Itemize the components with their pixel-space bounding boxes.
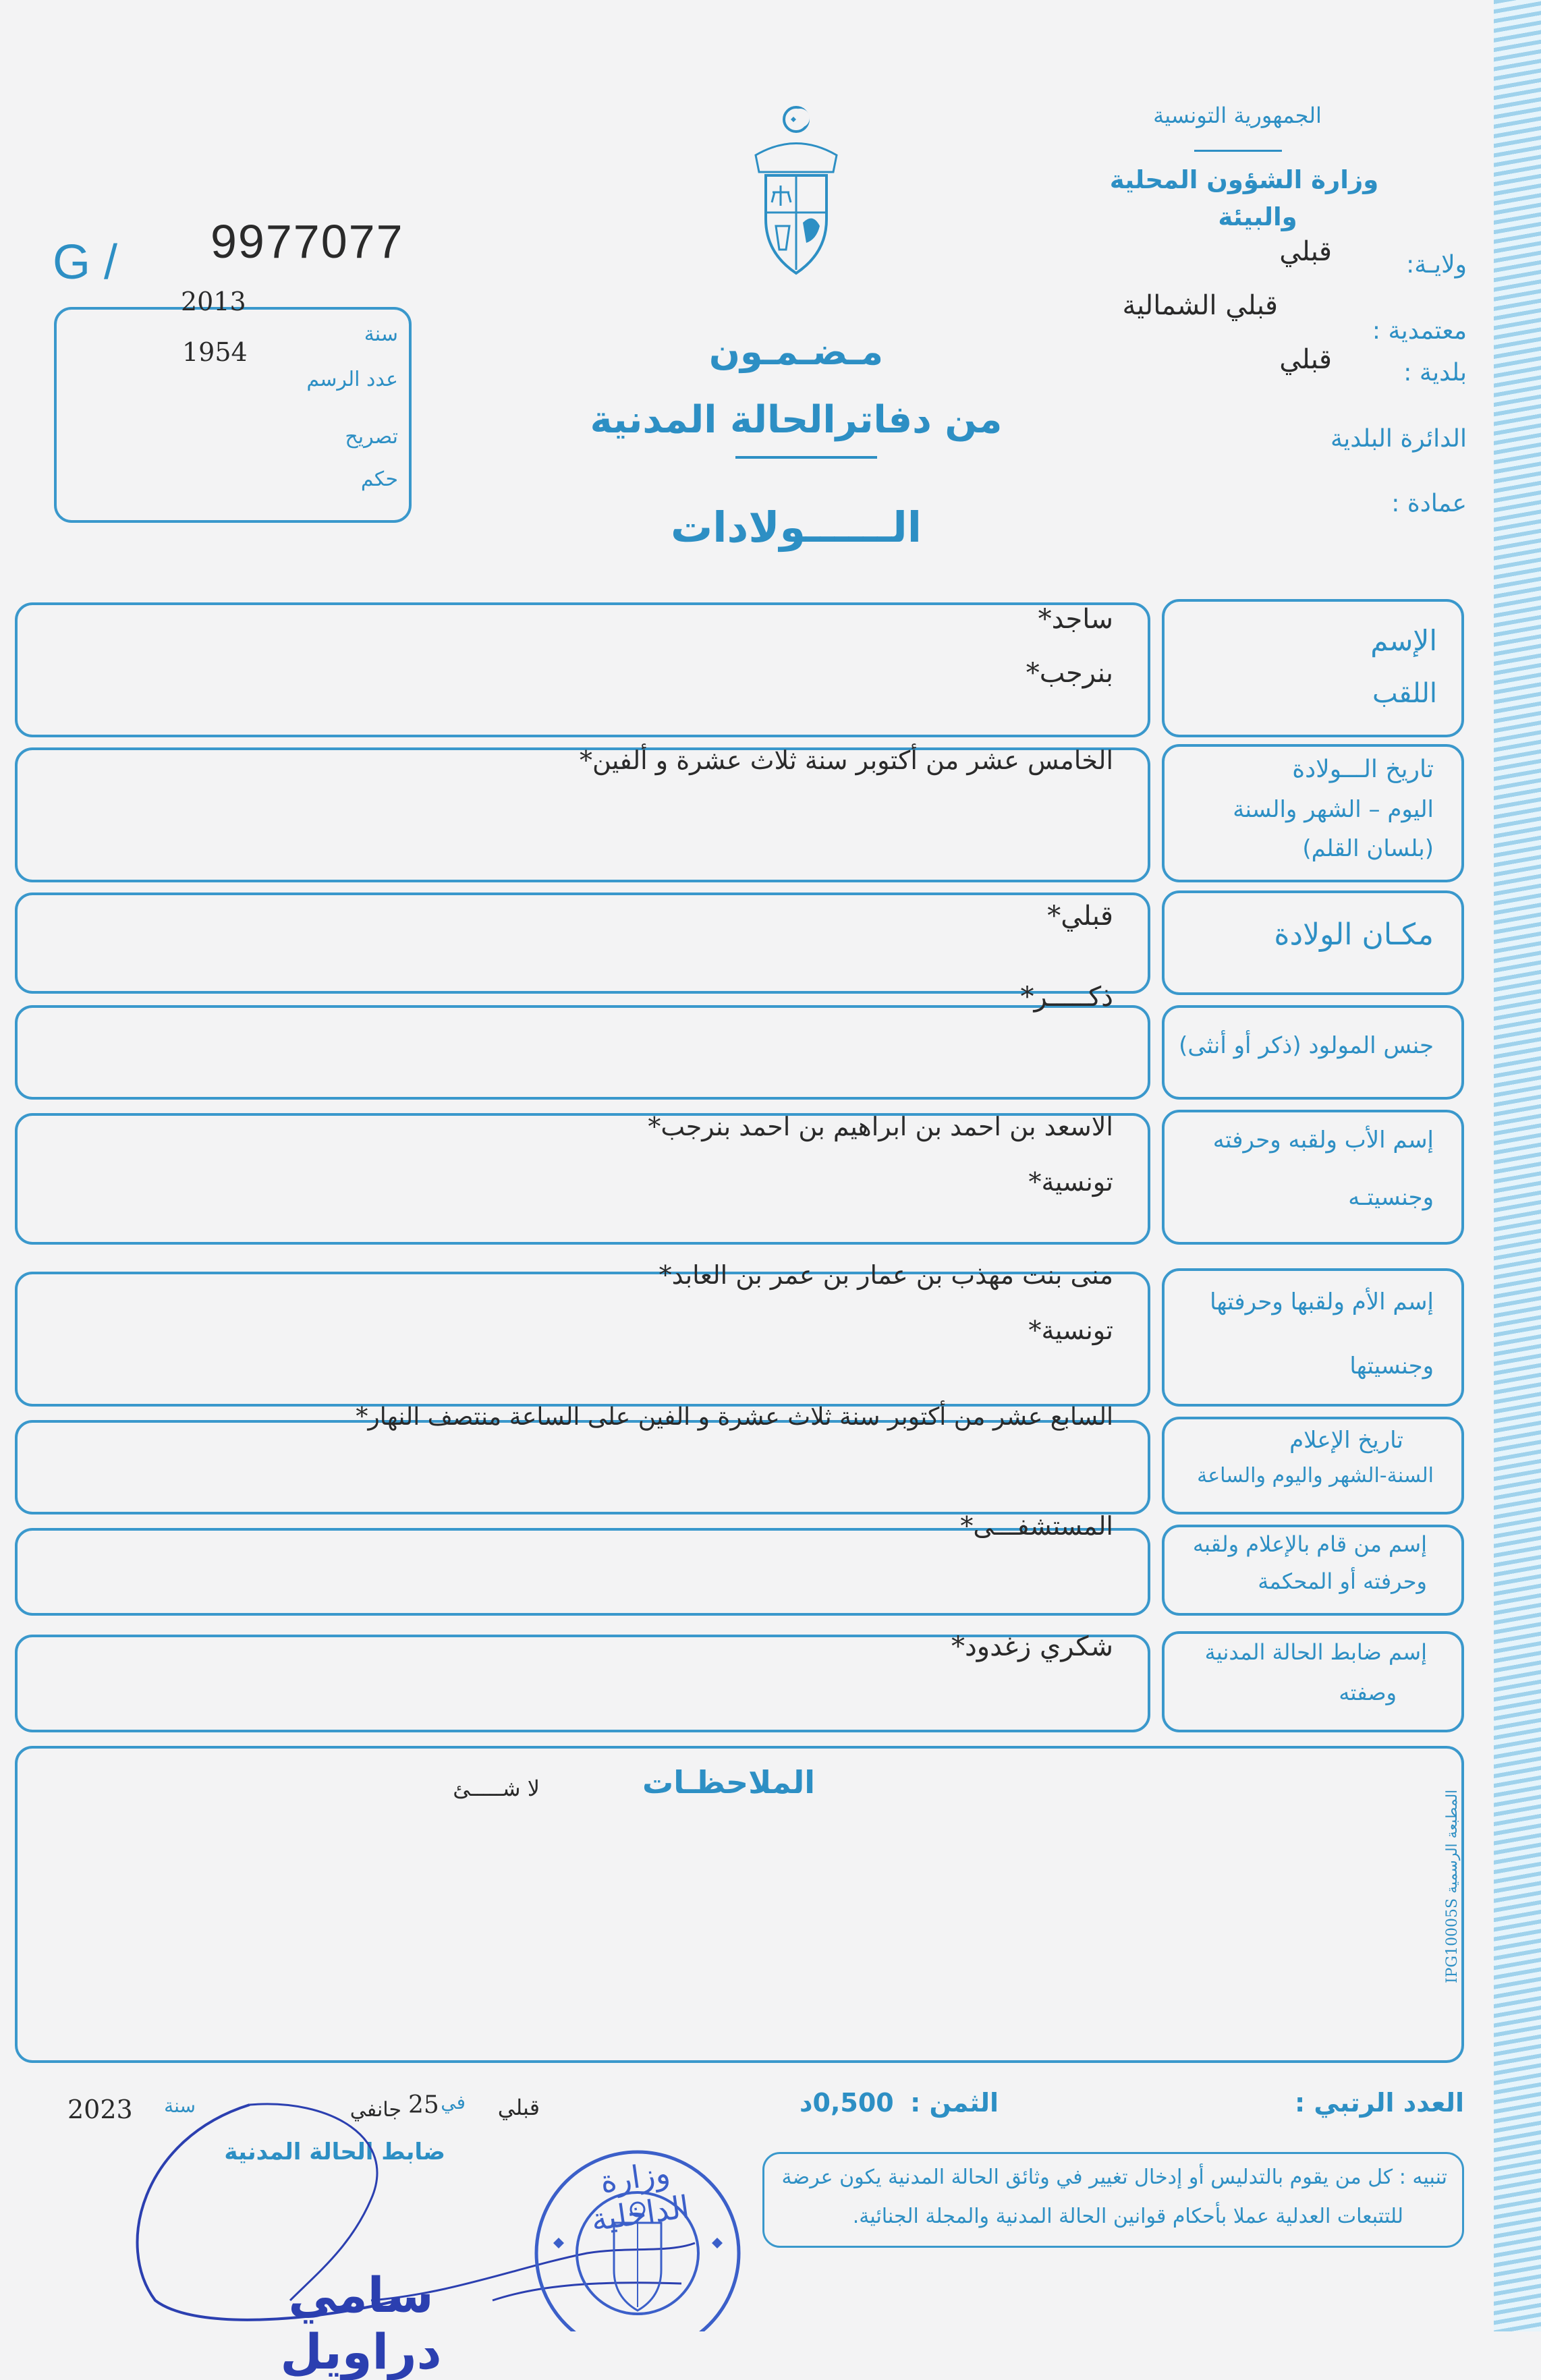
price-value: 0,500د: [800, 2088, 894, 2118]
decl-date-value-box: [15, 1420, 1150, 1514]
remarks-value: لا شـــــئ: [453, 1776, 540, 1801]
republic-name: الجمهورية التونسية: [1153, 103, 1322, 128]
declarant-value: المستشفـــى*: [960, 1511, 1113, 1541]
decl-date-value: السابع عشر من أكتوبر سنة ثلاث عشرة و الفين على الساعة منتصف النهار*: [356, 1403, 1113, 1431]
father-label-line1: إسم الأب ولقبه وحرفته: [1212, 1127, 1434, 1154]
dob-label-line3: (بلسان القلم): [1302, 835, 1434, 862]
stamp-text: وزارة الداخلية: [588, 2154, 692, 2238]
pob-value: قبلي*: [1047, 901, 1113, 932]
issue-year-label: سنة: [164, 2095, 196, 2117]
declarant-value-box: [15, 1528, 1150, 1616]
name-label-box: [1162, 599, 1464, 737]
remarks-title: الملاحظـات: [642, 1764, 815, 1801]
title-underline: [735, 456, 877, 459]
dob-label-line2: اليوم – الشهر والسنة: [1233, 796, 1434, 823]
omada-label: عمادة :: [1391, 490, 1467, 517]
title-line2: من دفاترالحالة المدنية: [590, 398, 1003, 442]
decl-date-label-line1: تاريخ الإعلام: [1289, 1427, 1403, 1454]
declarant-label-line1: إسم من قام بالإعلام ولقبه: [1192, 1531, 1427, 1557]
issue-month: جانفي: [349, 2098, 401, 2122]
sex-value: ذكـــــر*: [1020, 982, 1113, 1013]
ministry-line2: والبيئة: [1218, 202, 1297, 231]
serial-number: 9977077: [211, 215, 404, 268]
signature-name: سامي دراويل: [280, 2267, 442, 2380]
issue-year: 2023: [67, 2095, 133, 2124]
officer-label-line2: وصفته: [1339, 1680, 1397, 1705]
municipality-label: بلدية :: [1403, 359, 1467, 387]
father-label-line2: وجنسيتـه: [1348, 1184, 1434, 1211]
mother-label-line1: إسم الأم ولقبها وحرفتها: [1210, 1288, 1434, 1315]
sex-value-box: [15, 1005, 1150, 1100]
price-label: الثمن :: [910, 2088, 999, 2118]
ministry-line1: وزارة الشؤون المحلية: [1109, 165, 1379, 194]
father-value-line2: تونسية*: [1028, 1167, 1113, 1197]
officer-title: ضابط الحالة المدنية: [224, 2138, 445, 2165]
surname-label: اللقب: [1372, 678, 1437, 709]
officer-value: شكري زغدود*: [951, 1631, 1113, 1662]
judgment-label: حكم: [360, 468, 398, 491]
father-value-line1: الاسعد بن احمد بن ابراهيم بن احمد بنرجب*: [648, 1112, 1113, 1141]
serial-prefix: G /: [53, 235, 118, 289]
municipality-value: قبلي: [1279, 344, 1332, 375]
decorative-edge: [1494, 0, 1541, 2331]
delegation-value: قبلي الشمالية: [1122, 290, 1278, 321]
issue-day: 25: [408, 2091, 439, 2119]
municipal-district-label: الدائرة البلدية: [1330, 425, 1467, 453]
wilaya-label: ولايـة:: [1406, 251, 1467, 279]
mother-value-line1: منى بنت مهذب بن عمار بن عمر بن العابد*: [659, 1260, 1113, 1290]
record-year-label: سنة: [364, 322, 398, 346]
record-number-value: 1954: [182, 337, 248, 367]
dob-label-line1: تاريخ الـــولادة: [1292, 756, 1434, 783]
title-line3: الــــــولادات: [670, 503, 922, 552]
decl-date-label-line2: السنة-الشهر واليوم والساعة: [1197, 1464, 1434, 1488]
title-line1: مـضـمـون: [708, 331, 884, 373]
pob-label: مكـان الولادة: [1274, 917, 1434, 952]
sex-label: جنس المولود (ذكر أو أنثى): [1179, 1032, 1434, 1059]
declarant-label-line2: وحرفته أو المحكمة: [1258, 1568, 1427, 1594]
mother-value-line2: تونسية*: [1028, 1315, 1113, 1345]
delegation-label: معتمدية :: [1372, 317, 1467, 345]
name-label: الإسم: [1370, 624, 1437, 657]
warning-line2: للتتبعات العدلية عملا بأحكام قوانين الحالة المدنية والمجلة الجنائية.: [852, 2205, 1403, 2228]
printer-mark: المطبعة الرسمية IPG10005S: [1444, 1789, 1461, 1983]
dob-value: الخامس عشر من أكتوبر سنة ثلاث عشرة و ألفين*: [579, 745, 1113, 775]
coat-of-arms-emblem: [749, 105, 843, 280]
officer-label-line1: إسم ضابط الحالة المدنية: [1204, 1639, 1427, 1665]
wilaya-value: قبلي: [1279, 236, 1332, 267]
warning-line1: تنبيه : كل من يقوم بالتدليس أو إدخال تغيير في وثائق الحالة المدنية يكون عرضة: [781, 2165, 1447, 2189]
declaration-label: تصريح: [345, 425, 398, 449]
mother-label-line2: وجنسيتها: [1349, 1353, 1434, 1380]
record-year-value: 2013: [181, 287, 246, 316]
header-divider: [1194, 150, 1282, 152]
issue-place: قبلي: [497, 2095, 540, 2120]
serial-no-label: العدد الرتبي :: [1294, 2088, 1464, 2118]
record-number-label: عدد الرسم: [306, 368, 398, 391]
name-value: ساجد*: [1038, 604, 1113, 635]
issue-in-label: في: [441, 2091, 466, 2114]
surname-value: بنرجب*: [1026, 658, 1113, 689]
